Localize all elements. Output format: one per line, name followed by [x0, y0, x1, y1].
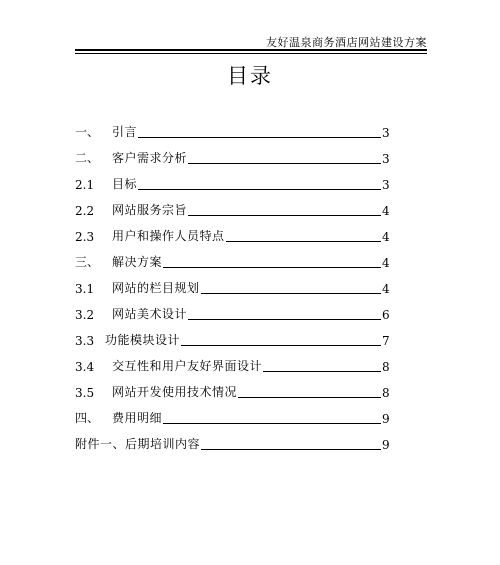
toc-entry-label: 网站美术设计: [112, 307, 188, 321]
page-header: [75, 30, 427, 52]
toc-entry-page: 8: [382, 386, 390, 400]
header-rule-thick: [75, 49, 427, 51]
toc-entry-number: 2.1: [75, 178, 95, 192]
toc-entry-page: 7: [382, 334, 390, 348]
toc-entry[interactable]: [75, 322, 389, 348]
toc-entry-label: 解决方案: [112, 255, 163, 269]
toc-leader-line: [201, 448, 381, 450]
toc-entry-label: 目标: [112, 177, 138, 191]
toc-entry-page: 4: [382, 230, 390, 244]
toc-entry-label: 用户和操作人员特点: [112, 229, 225, 243]
toc-leader-line: [163, 266, 381, 268]
toc-entry-label: 网站开发使用技术情况: [112, 385, 238, 399]
toc-title: 目录: [227, 64, 273, 88]
toc-entry[interactable]: [75, 348, 389, 374]
toc-entry-label: 客户需求分析: [112, 151, 188, 165]
toc-entry[interactable]: [75, 400, 389, 426]
toc-entry-number: 3.1: [75, 282, 95, 296]
toc-entry-page: 9: [382, 438, 390, 452]
toc-leader-line: [263, 370, 381, 372]
toc-entry-label: 功能模块设计: [105, 333, 181, 347]
toc-entry[interactable]: [75, 244, 389, 270]
toc-entry-label: 网站的栏目规划: [112, 281, 200, 295]
toc-leader-line: [138, 136, 381, 138]
toc-entry-label: 引言: [112, 125, 138, 139]
toc-entry[interactable]: [75, 374, 389, 400]
toc-leader-line: [201, 292, 381, 294]
toc-entry-page: 6: [382, 308, 390, 322]
toc-leader-line: [181, 344, 381, 346]
toc-leader-line: [138, 188, 381, 190]
toc-entry[interactable]: [75, 296, 389, 322]
toc-entry[interactable]: [75, 270, 389, 296]
toc-entry[interactable]: [75, 218, 389, 244]
toc-entry-number: 四、: [75, 411, 100, 425]
toc-entry-page: 4: [382, 282, 390, 296]
toc-entry-number: 3.5: [75, 386, 95, 400]
toc-entry-number: 3.2: [75, 308, 95, 322]
toc-list: [75, 114, 389, 452]
toc-entry-number: 一、: [75, 125, 100, 139]
toc-leader-line: [226, 240, 381, 242]
toc-entry-page: 4: [382, 204, 390, 218]
toc-entry-page: 8: [382, 360, 390, 374]
toc-entry-label: 网站服务宗旨: [112, 203, 188, 217]
toc-entry[interactable]: [75, 166, 389, 192]
toc-entry-label: 费用明细: [112, 411, 163, 425]
toc-entry[interactable]: [75, 140, 389, 166]
toc-entry-number: 2.3: [75, 230, 95, 244]
toc-leader-line: [188, 318, 381, 320]
toc-entry-page: 3: [382, 178, 390, 192]
toc-entry-number: 三、: [75, 255, 100, 269]
toc-entry-number: 3.4: [75, 360, 95, 374]
toc-entry-number: 3.3: [75, 334, 95, 348]
toc-entry-number: 2.2: [75, 204, 95, 218]
header-rule-thin: [75, 53, 427, 54]
toc-leader-line: [188, 162, 381, 164]
toc-entry-number: 二、: [75, 151, 100, 165]
toc-entry-page: 3: [382, 152, 390, 166]
toc-entry[interactable]: [75, 426, 389, 452]
toc-leader-line: [238, 396, 381, 398]
toc-entry-label: 交互性和用户友好界面设计: [112, 359, 263, 373]
toc-leader-line: [163, 422, 381, 424]
header-title: 友好温泉商务酒店网站建设方案: [266, 36, 427, 49]
toc-entry-page: 9: [382, 412, 390, 426]
toc-entry[interactable]: [75, 192, 389, 218]
toc-entry-page: 3: [382, 126, 390, 140]
toc-entry-page: 4: [382, 256, 390, 270]
toc-entry[interactable]: [75, 114, 389, 140]
toc-leader-line: [188, 214, 381, 216]
toc-entry-label: 附件一、后期培训内容: [75, 437, 201, 451]
